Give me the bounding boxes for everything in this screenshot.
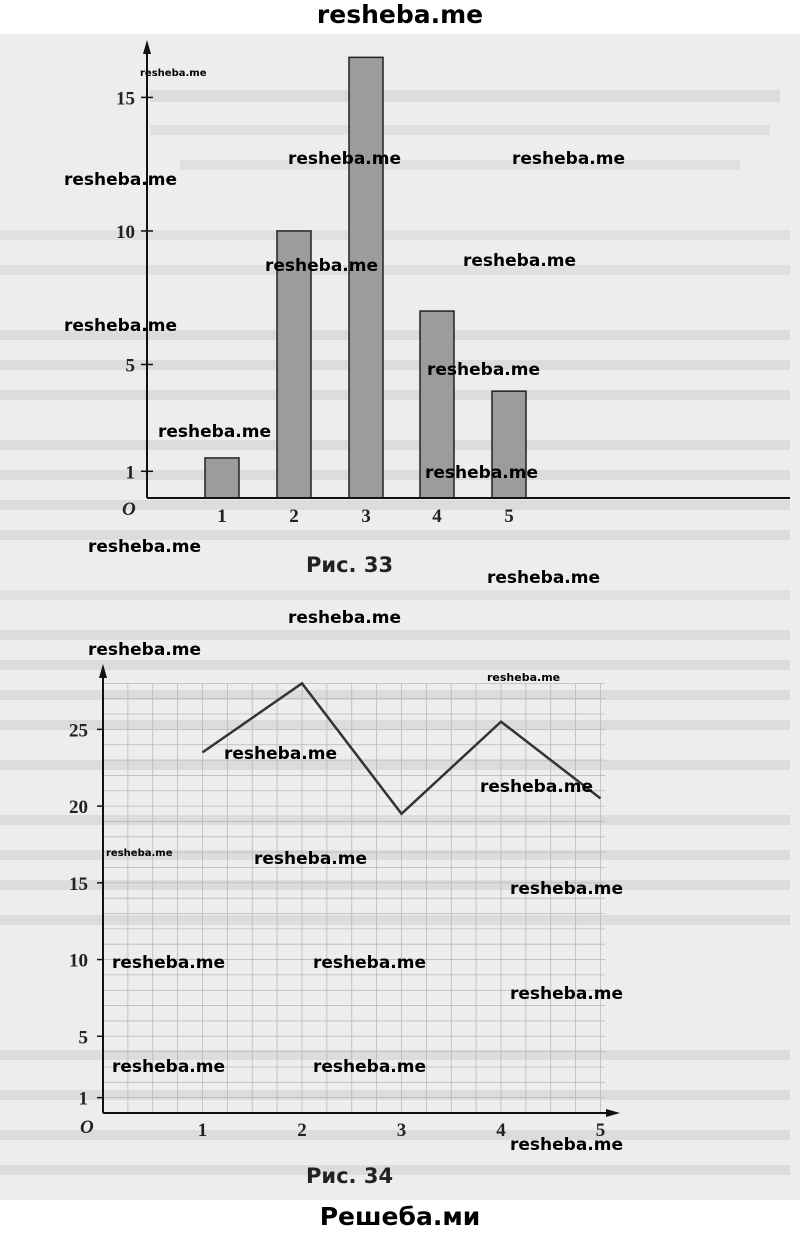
y-tick-label: 10 xyxy=(116,221,135,243)
bar-1 xyxy=(205,458,239,498)
y-tick-label: 25 xyxy=(69,720,88,742)
watermark-text: resheba.me xyxy=(88,537,202,557)
y-tick-label: 1 xyxy=(125,462,135,484)
watermark-text: resheba.me xyxy=(288,149,402,169)
bar-3 xyxy=(349,57,383,498)
watermark-text: resheba.me xyxy=(425,463,539,483)
watermark-text: resheba.me xyxy=(106,848,173,859)
watermark-text: resheba.me xyxy=(224,744,338,764)
watermark-text: resheba.me xyxy=(313,1057,427,1077)
x-tick-label: 4 xyxy=(496,1120,506,1141)
page-canvas xyxy=(0,34,800,1200)
watermark-text: resheba.me xyxy=(265,256,379,276)
site-footer: Решеба.ми xyxy=(0,1200,800,1234)
watermark-text: resheba.me xyxy=(463,251,577,271)
x-tick-label: 2 xyxy=(289,506,299,527)
y-tick-label: 5 xyxy=(125,355,135,377)
x-tick-label: 5 xyxy=(595,1120,606,1141)
watermark-text: resheba.me xyxy=(510,879,624,899)
x-tick-label: 2 xyxy=(297,1120,307,1141)
x-tick-label: 4 xyxy=(432,506,442,527)
watermark-text: resheba.me xyxy=(487,671,561,684)
watermark-text: resheba.me xyxy=(510,1135,624,1155)
watermark-text: resheba.me xyxy=(112,1057,226,1077)
watermark-text: resheba.me xyxy=(64,316,178,336)
watermark-text: resheba.me xyxy=(88,640,202,660)
watermark-text: resheba.me xyxy=(427,360,541,380)
watermark-text: resheba.me xyxy=(288,608,402,628)
watermark-text: resheba.me xyxy=(64,170,178,190)
watermark-text: resheba.me xyxy=(158,422,272,442)
watermark-text: resheba.me xyxy=(254,849,368,869)
y-axis-arrow xyxy=(143,40,151,54)
bar-chart-fig33 xyxy=(116,40,790,577)
x-tick-label: 5 xyxy=(504,506,514,527)
watermark-text: resheba.me xyxy=(140,68,207,79)
watermark-text: resheba.me xyxy=(112,953,226,973)
origin-label: O xyxy=(80,1117,94,1138)
watermark-text: resheba.me xyxy=(510,984,624,1004)
line-chart-fig34 xyxy=(69,664,620,1188)
watermark-text: resheba.me xyxy=(487,568,601,588)
watermark-text: resheba.me xyxy=(512,149,626,169)
x-tick-label: 3 xyxy=(361,506,371,527)
background-text-lines xyxy=(0,90,790,1175)
watermark-text: resheba.me xyxy=(480,777,594,797)
x-tick-label: 3 xyxy=(396,1120,407,1141)
y-tick-label: 5 xyxy=(78,1027,88,1049)
origin-label: O xyxy=(122,499,136,520)
figure-caption: Рис. 34 xyxy=(306,1164,394,1188)
y-tick-label: 1 xyxy=(78,1088,88,1110)
figure-caption: Рис. 33 xyxy=(306,553,394,577)
watermark-text: resheba.me xyxy=(313,953,427,973)
y-tick-label: 15 xyxy=(69,873,88,895)
y-tick-label: 10 xyxy=(69,950,88,972)
site-header: resheba.me xyxy=(0,0,800,34)
y-tick-label: 15 xyxy=(116,88,135,110)
y-tick-label: 20 xyxy=(69,797,88,819)
textbook-page xyxy=(0,34,800,1200)
x-axis-arrow xyxy=(606,1109,620,1117)
x-tick-label: 1 xyxy=(197,1120,208,1141)
x-tick-label: 1 xyxy=(217,506,227,527)
